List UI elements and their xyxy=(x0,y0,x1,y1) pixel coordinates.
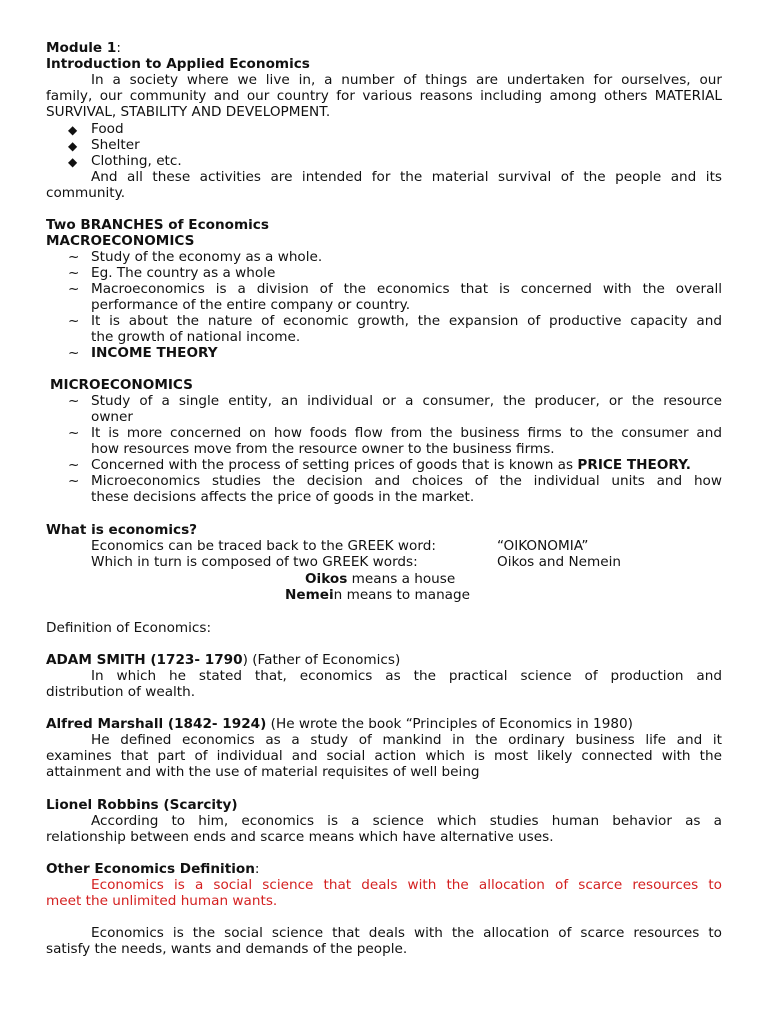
tilde-bullet-icon: ~ xyxy=(68,265,80,281)
bullet-food: Food xyxy=(91,121,124,137)
micro-item-1-line-1: Study of a single entity, an individual or a consumer, the producer, or the resource xyxy=(91,393,722,409)
marshall-line-2: examines that part of individual and social action which is most likely connected with the xyxy=(46,748,722,764)
oikos-line: Oikos means a house xyxy=(305,571,456,587)
module-label: Module 1: xyxy=(46,40,121,56)
smith-heading: ADAM SMITH (1723- 1790) (Father of Economics) xyxy=(46,652,401,668)
diamond-bullet-icon: ◆ xyxy=(68,123,78,137)
diamond-bullet-icon: ◆ xyxy=(68,139,78,153)
diamond-bullet-icon: ◆ xyxy=(68,155,78,169)
macro-item-2: Eg. The country as a whole xyxy=(91,265,276,281)
marshall-heading: Alfred Marshall (1842- 1924) (He wrote the book “Principles of Economics in 1980) xyxy=(46,716,633,732)
bullet-shelter: Shelter xyxy=(91,137,140,153)
income-theory: INCOME THEORY xyxy=(91,345,218,361)
robbins-line-1: According to him, economics is a science which studies human behavior as a xyxy=(91,813,722,829)
macro-heading: MACROECONOMICS xyxy=(46,233,195,249)
smith-line-1: In which he stated that, economics as the practical science of production and xyxy=(91,668,722,684)
definition-heading: Definition of Economics: xyxy=(46,620,212,636)
bullet-clothing: Clothing, etc. xyxy=(91,153,182,169)
tilde-bullet-icon: ~ xyxy=(68,393,80,409)
micro-heading: MICROECONOMICS xyxy=(50,377,193,393)
intro-line-3: SURVIVAL, STABILITY AND DEVELOPMENT. xyxy=(46,104,331,120)
robbins-line-2: relationship between ends and scarce means which have alternative uses. xyxy=(46,829,554,845)
closing-line-1: And all these activities are intended for the material survival of the people and its xyxy=(91,169,722,185)
final-definition-line-2: satisfy the needs, wants and demands of the people. xyxy=(46,941,408,957)
nemein-line: Nemein means to manage xyxy=(285,587,471,603)
branches-heading: Two BRANCHES of Economics xyxy=(46,217,269,233)
closing-line-2: community. xyxy=(46,185,126,201)
micro-item-2-line-1: It is more concerned on how foods flow from the business firms to the consumer and xyxy=(91,425,722,441)
robbins-heading: Lionel Robbins (Scarcity) xyxy=(46,797,238,813)
tilde-bullet-icon: ~ xyxy=(68,281,80,297)
marshall-line-1: He defined economics as a study of mankind in the ordinary business life and it xyxy=(91,732,722,748)
composed-left: Which in turn is composed of two GREEK words: xyxy=(91,554,418,570)
micro-item-4-line-2: these decisions affects the price of goods in the market. xyxy=(91,489,475,505)
tilde-bullet-icon: ~ xyxy=(68,473,80,489)
tilde-bullet-icon: ~ xyxy=(68,345,80,361)
smith-line-2: distribution of wealth. xyxy=(46,684,196,700)
macro-item-3-line-1: Macroeconomics is a division of the economics that is concerned with the overall xyxy=(91,281,722,297)
tilde-bullet-icon: ~ xyxy=(68,457,80,473)
red-definition-line-1: Economics is a social science that deals with the allocation of scarce resources to xyxy=(91,877,722,893)
micro-item-2-line-2: how resources move from the resource owner to the business firms. xyxy=(91,441,555,457)
micro-item-3: Concerned with the process of setting prices of goods that is known as PRICE THEORY. xyxy=(91,457,691,473)
traced-left: Economics can be traced back to the GREEK word: xyxy=(91,538,436,554)
intro-line-1: In a society where we live in, a number of things are undertaken for ourselves, our xyxy=(91,72,722,88)
module-title: Introduction to Applied Economics xyxy=(46,56,310,72)
macro-item-4-line-2: the growth of national income. xyxy=(91,329,301,345)
macro-item-4-line-1: It is about the nature of economic growth, the expansion of productive capacity and xyxy=(91,313,722,329)
red-definition-line-2: meet the unlimited human wants. xyxy=(46,893,278,909)
traced-right: “OIKONOMIA” xyxy=(497,538,589,554)
micro-item-4-line-1: Microeconomics studies the decision and choices of the individual units and how xyxy=(91,473,722,489)
other-heading: Other Economics Definition: xyxy=(46,861,260,877)
price-theory: PRICE THEORY xyxy=(577,457,686,473)
intro-line-2: family, our community and our country for various reasons including among others MATERIAL xyxy=(46,88,722,104)
tilde-bullet-icon: ~ xyxy=(68,425,80,441)
tilde-bullet-icon: ~ xyxy=(68,313,80,329)
marshall-line-3: attainment and with the use of material requisites of well being xyxy=(46,764,480,780)
what-heading: What is economics? xyxy=(46,522,198,538)
micro-item-1-line-2: owner xyxy=(91,409,134,425)
composed-right: Oikos and Nemein xyxy=(497,554,622,570)
macro-item-3-line-2: performance of the entire company or country. xyxy=(91,297,411,313)
macro-item-1: Study of the economy as a whole. xyxy=(91,249,323,265)
tilde-bullet-icon: ~ xyxy=(68,249,80,265)
final-definition-line-1: Economics is the social science that deals with the allocation of scarce resources to xyxy=(91,925,722,941)
